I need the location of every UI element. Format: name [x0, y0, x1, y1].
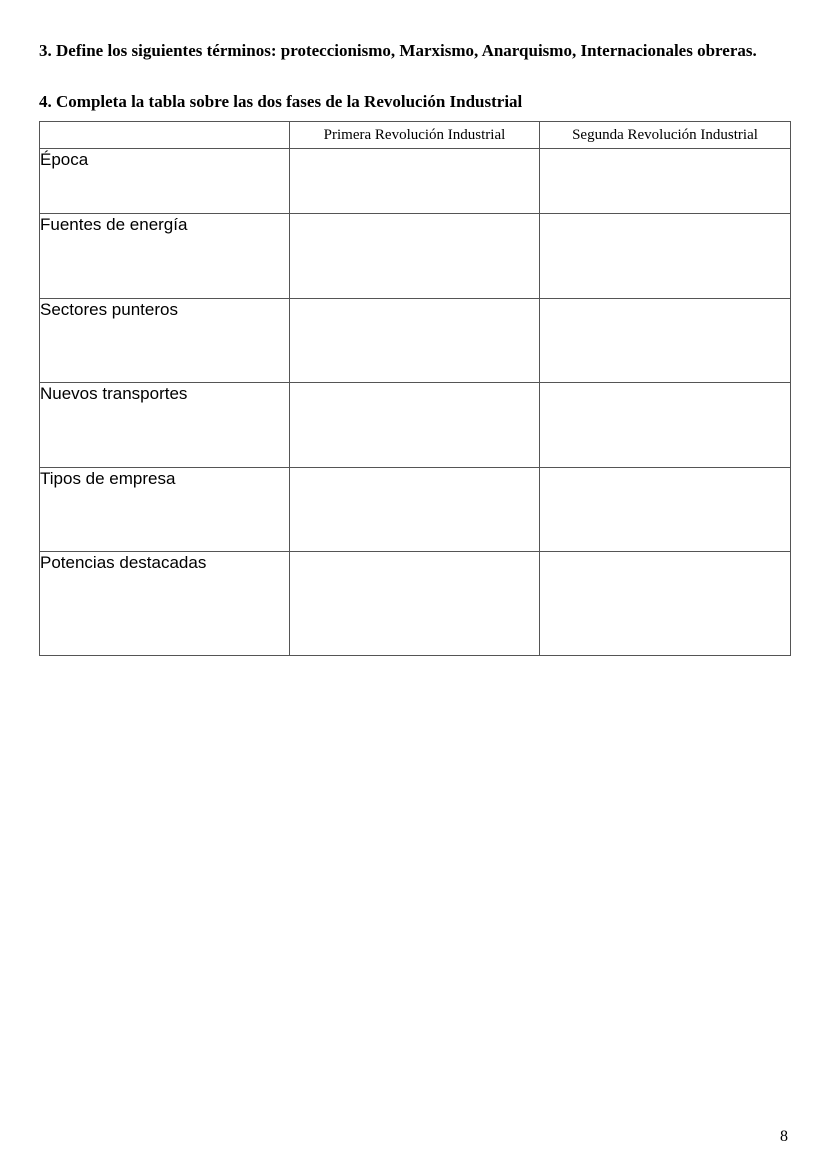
table-row — [40, 214, 791, 299]
table-row — [40, 468, 791, 552]
question-3-heading: 3. Define los siguientes términos: proteccionismo, Marxismo, Anarquismo, Internacionales obreras. — [39, 41, 757, 60]
answer-cell[interactable] — [290, 149, 540, 214]
row-label-nuevos-transportes: Nuevos transportes — [40, 383, 290, 468]
table-row — [40, 299, 791, 383]
row-label-tipos-empresa: Tipos de empresa — [40, 468, 290, 552]
page-number: 8 — [780, 1128, 788, 1145]
answer-cell[interactable] — [290, 468, 540, 552]
revolution-comparison-table — [39, 121, 791, 656]
answer-cell[interactable] — [540, 299, 791, 383]
answer-cell[interactable] — [290, 214, 540, 299]
answer-cell[interactable] — [290, 383, 540, 468]
header-second-revolution: Segunda Revolución Industrial — [540, 122, 791, 149]
table-row — [40, 552, 791, 656]
row-label-epoca: Época — [40, 149, 290, 214]
table-header-row — [40, 122, 791, 149]
answer-cell[interactable] — [540, 149, 791, 214]
question-4-heading: 4. Completa la tabla sobre las dos fases de la Revolución Industrial — [39, 92, 523, 111]
table-row — [40, 383, 791, 468]
header-corner-cell — [40, 122, 290, 149]
answer-cell[interactable] — [540, 468, 791, 552]
answer-cell[interactable] — [290, 552, 540, 656]
row-label-fuentes-energia: Fuentes de energía — [40, 214, 290, 299]
answer-cell[interactable] — [290, 299, 540, 383]
header-first-revolution: Primera Revolución Industrial — [290, 122, 540, 149]
answer-cell[interactable] — [540, 214, 791, 299]
row-label-sectores-punteros: Sectores punteros — [40, 299, 290, 383]
answer-cell[interactable] — [540, 552, 791, 656]
table-row — [40, 149, 791, 214]
answer-cell[interactable] — [540, 383, 791, 468]
row-label-potencias-destacadas: Potencias destacadas — [40, 552, 290, 656]
